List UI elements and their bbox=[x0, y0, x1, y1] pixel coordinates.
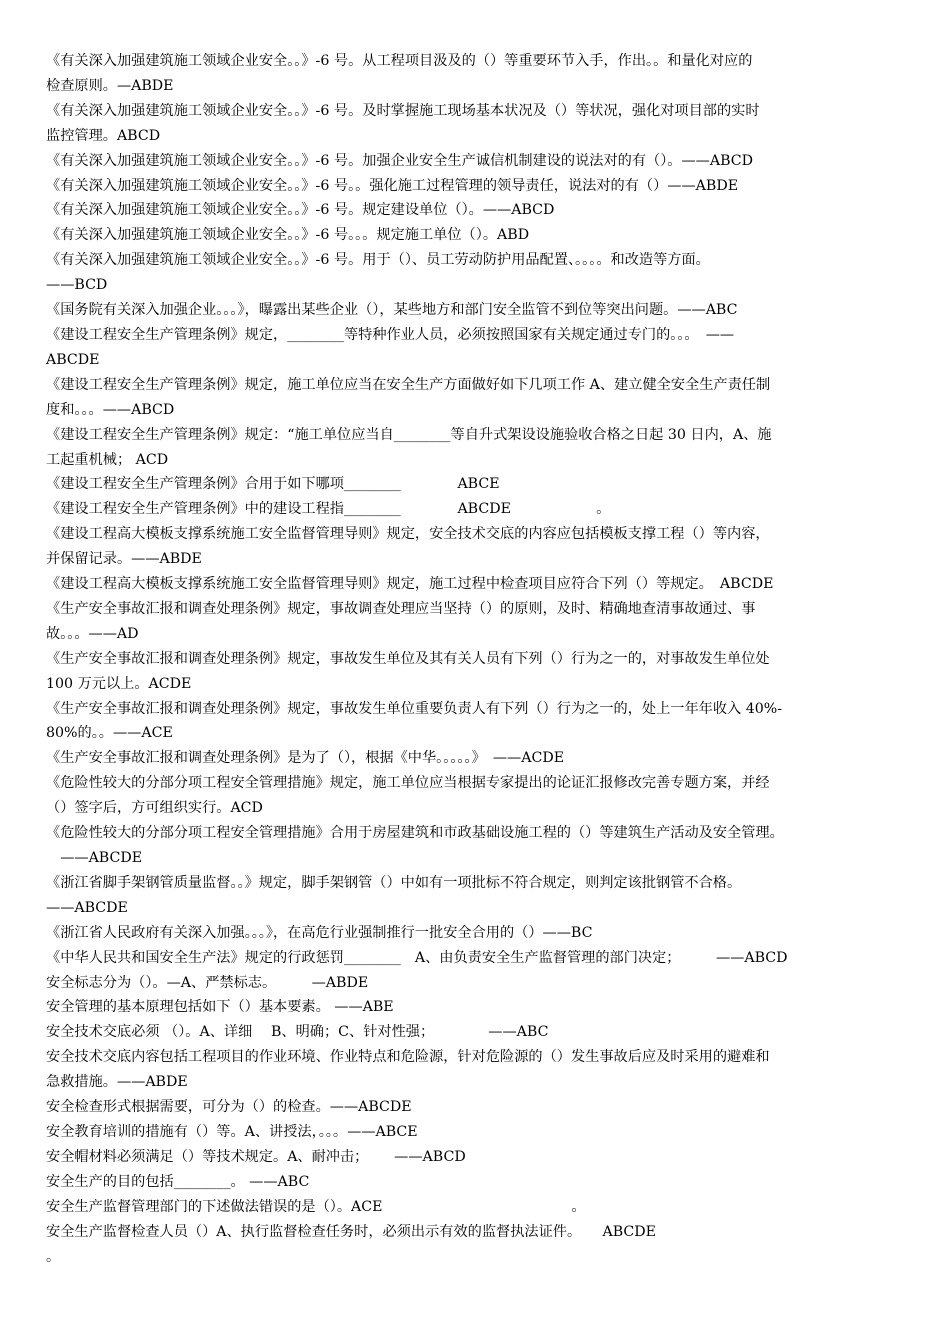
text-line-33: ——ABCDE bbox=[46, 850, 143, 866]
text-line-18: 《建设工程安全生产管理条例》合用于如下哪项________ ABCE bbox=[46, 476, 500, 493]
text-line-32: 《危险性较大的分部分项工程安全管理措施》合用于房屋建筑和市政基础设施工程的（）等建筑生产活动及安全管理。 bbox=[46, 825, 784, 842]
text-line-28: 80%的。。——ACE bbox=[46, 725, 173, 742]
text-line-16: 《建设工程安全生产管理条例》规定：“施工单位应当自________等自升式架设设施验收合格之日起 30 日内，A、施 bbox=[46, 426, 772, 443]
text-line-23: 《生产安全事故汇报和调查处理条例》规定，事故调查处理应当坚持（）的原则，及时、精确地查清事故通过、事 bbox=[46, 600, 756, 617]
text-line-8: 《有关深入加强建筑施工领域企业安全。。》-6 号。。。规定施工单位（）。ABD bbox=[46, 227, 530, 244]
text-line-48: 安全生产监督检查人员（）A、执行监督检查任务时，必须出示有效的监督执法证件。 ABCDE bbox=[46, 1223, 656, 1240]
text-line-30: 《危险性较大的分部分项工程安全管理措施》规定，施工单位应当根据专家提出的论证汇报修改完善专题方案，并经 bbox=[46, 775, 770, 792]
text-line-6: 《有关深入加强建筑施工领域企业安全。。》-6 号。。强化施工过程管理的领导责任，说法对的有（）——ABDE bbox=[46, 177, 739, 194]
text-line-13: ABCDE bbox=[46, 351, 100, 368]
text-line-26: 100 万元以上。ACDE bbox=[46, 675, 192, 692]
text-line-25: 《生产安全事故汇报和调查处理条例》规定，事故发生单位及其有关人员有下列（）行为之一的，对事故发生单位处 bbox=[46, 650, 770, 667]
text-line-41: 安全技术交底内容包括工程项目的作业环境、作业特点和危险源，针对危险源的（）发生事故后应及时采用的避难和 bbox=[46, 1049, 770, 1066]
text-line-38: 安全标志分为（）。—A、严禁标志。 —ABDE bbox=[46, 974, 369, 991]
text-line-39: 安全管理的基本原理包括如下（）基本要素。 ——ABE bbox=[46, 999, 394, 1016]
text-line-15: 度和。。。——ABCD bbox=[46, 401, 175, 418]
text-line-22: 《建设工程高大模板支撑系统施工安全监督管理导则》规定，施工过程中检查项目应符合下列（）等规定。 ABCDE bbox=[46, 576, 774, 593]
text-line-42: 急救措施。——ABDE bbox=[46, 1074, 188, 1091]
text-line-44: 安全教育培训的措施有（）等。A、讲授法，。。。——ABCE bbox=[46, 1123, 418, 1140]
text-line-47: 安全生产监督管理部门的下述做法错误的是（）。ACE 。 bbox=[46, 1198, 586, 1215]
text-line-11: 《国务院有关深入加强企业。。。》，曝露出某些企业（），某些地方和部门安全监管不到位等突出问题。——ABC bbox=[46, 302, 738, 319]
text-line-35: ——ABCDE bbox=[46, 899, 128, 916]
text-line-20: 《建设工程高大模板支撑系统施工安全监督管理导则》规定，安全技术交底的内容应包括模板支撑工程（）等内容， bbox=[46, 526, 770, 543]
text-line-24: 故。。。——AD bbox=[46, 625, 139, 642]
text-line-27: 《生产安全事故汇报和调查处理条例》规定，事故发生单位重要负责人有下列（）行为之一的，处上一年年收入 40%- bbox=[46, 700, 783, 717]
text-line-14: 《建设工程安全生产管理条例》规定，施工单位应当在安全生产方面做好如下几项工作 A、建立健全安全生产责任制 bbox=[46, 376, 771, 393]
text-line-10: ——BCD bbox=[46, 277, 108, 294]
text-line-31: （）签字后，方可组织实行。ACD bbox=[46, 800, 263, 817]
text-line-36: 《浙江省人民政府有关深入加强。。。》，在高危行业强制推行一批安全合用的（）——BC bbox=[46, 924, 593, 941]
text-line-3: 《有关深入加强建筑施工领域企业安全。。》-6 号。及时掌握施工现场基本状况及（）等状况，强化对项目部的实时 bbox=[46, 102, 760, 119]
text-line-9: 《有关深入加强建筑施工领域企业安全。。》-6 号。用于（）、员工劳动防护用品配置、。。。。和改造等方面。 bbox=[46, 252, 710, 269]
text-line-7: 《有关深入加强建筑施工领域企业安全。。》-6 号。规定建设单位（）。——ABCD bbox=[46, 202, 555, 219]
text-line-1: 《有关深入加强建筑施工领域企业安全。。》-6 号。从工程项目汲及的（）等重要环节入手，作出。。和量化对应的 bbox=[46, 53, 753, 69]
text-line-43: 安全检查形式根据需要，可分为（）的检查。——ABCDE bbox=[46, 1099, 412, 1116]
text-line-29: 《生产安全事故汇报和调查处理条例》是为了（），根据《中华。。。。。》 ——ACDE bbox=[46, 750, 565, 767]
text-line-46: 安全生产的目的包括________。 ——ABC bbox=[46, 1173, 310, 1190]
text-line-37: 《中华人民共和国安全生产法》规定的行政惩罚________ A、由负责安全生产监督管理的部门决定； ——ABCD bbox=[46, 949, 788, 966]
text-line-49: 。 bbox=[46, 1248, 61, 1265]
text-line-21: 并保留记录。——ABDE bbox=[46, 551, 202, 568]
text-line-2: 检查原则。—ABDE bbox=[46, 77, 174, 94]
text-line-40: 安全技术交底必须 （）。A、详细 B、明确；C、针对性强； ——ABC bbox=[46, 1024, 549, 1041]
text-line-19: 《建设工程安全生产管理条例》中的建设工程指________ ABCDE 。 bbox=[46, 501, 611, 518]
text-line-17: 工起重机械； ACD bbox=[46, 451, 169, 468]
text-line-5: 《有关深入加强建筑施工领域企业安全。。》-6 号。加强企业安全生产诚信机制建设的说法对的有（）。——ABCD bbox=[46, 152, 754, 169]
text-line-12: 《建设工程安全生产管理条例》规定，________等特种作业人员，必须按照国家有关规定通过专门的。。。 —— bbox=[46, 326, 735, 343]
text-line-45: 安全帽材料必须满足（）等技术规定。A、耐冲击； ——ABCD bbox=[46, 1148, 466, 1165]
text-line-34: 《浙江省脚手架钢管质量监督。。》规定，脚手架钢管（）中如有一项批标不符合规定，则判定该批钢管不合格。 bbox=[46, 874, 742, 891]
text-line-4: 监控管理。ABCD bbox=[46, 127, 161, 144]
